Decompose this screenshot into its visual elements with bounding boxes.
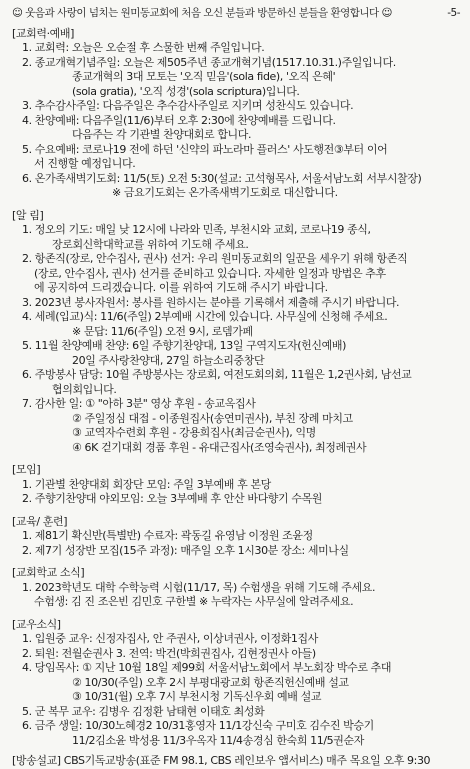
- section-1: [12, 209, 460, 456]
- page-header: [12, 6, 460, 21]
- bulletin-line: (장로, 안수집사, 권사) 선거를 준비하고 있습니다. 자세한 일정과 방법은 추후: [34, 266, 386, 280]
- bulletin-line: 1. 교회력: 오늘은 오순절 후 스물한 번째 주일입니다.: [22, 41, 265, 54]
- bulletin-line: 협의회입니다.: [52, 382, 117, 396]
- section-title: [교회력·예배]: [12, 26, 75, 40]
- bulletin-line: 2. 제7기 성장반 모집(15주 과정): 매주일 오후 1시30분 장소: 세미나실: [22, 543, 349, 557]
- bulletin-line: 4. 당임목사: ① 지난 10월 18일 제99회 서울서남노회에서 부노회장 박수로 추대: [22, 661, 392, 674]
- bulletin-line: (sola gratia), '오직 성경'(sola scriptura)입니다.: [72, 84, 300, 98]
- bulletin-line: ※ 금요기도회는 온가족새벽기도회로 대신합니다.: [112, 186, 338, 199]
- bulletin-line: 1. 2023학년도 대학 수학능력 시험(11/17, 목) 수험생을 위해 기도해 주세요.: [22, 580, 376, 594]
- welcome-text: ☺ 웃음과 사랑이 넘치는 원미동교회에 처음 오신 분들과 방문하신 분들을 환영합니다 ☺: [12, 7, 392, 19]
- bulletin-line: 4. 찬양예배: 다음주일(11/6)부터 오후 2:30에 찬양예배를 드립니다.: [22, 113, 336, 127]
- bulletin-line: ③ 10/31(월) 오후 7시 부천시청 기독신우회 예배 설교: [72, 690, 322, 703]
- bulletin-line: 종교개혁의 3대 모토는 '오직 믿음'(sola fide), '오직 은혜': [72, 70, 336, 83]
- bulletin-line: 6. 온가족새벽기도회: 11/5(토) 오전 5:30(설교: 고석형목사, 서울서남노회 서부시찰장): [22, 171, 422, 185]
- section-title: [교육/ 훈련]: [12, 514, 68, 528]
- bulletin-line: 서 진행할 예정입니다.: [34, 157, 136, 170]
- bulletin-line: 2. 퇴원: 전월순권사 3. 전역: 박건(박희권집사, 김현정권사 아들): [22, 646, 316, 660]
- broadcast-sermon-note: [방송설교] CBS기독교방송(표준 FM 98.1, CBS 레인보우 앱서비스) 매주 목요일 오후 9:30: [12, 754, 431, 767]
- page-number: -5-: [447, 7, 460, 19]
- section-4: [12, 566, 460, 610]
- bulletin-line: 5. 군 복무 교우: 김병우 김정환 남태현 이태호 최성화: [22, 704, 265, 718]
- bulletin-line: 1. 정오의 기도: 매일 낮 12시에 나라와 민족, 부천시와 교회, 코로나19 종식,: [22, 223, 371, 236]
- bulletin-line: 11/2김소윤 박성용 11/3우옥자 11/4송경심 한숙희 11/5권순자: [72, 733, 364, 747]
- bulletin-line: 5. 11월 찬양예배 찬양: 6일 주향기찬양대, 13일 구역지도자(헌신예배): [22, 339, 346, 352]
- bulletin-line: ② 10/30(주일) 오후 2시 부평대광교회 항존직헌신예배 설교: [72, 675, 349, 689]
- section-title: [모임]: [12, 463, 41, 476]
- bulletin-line: 장로회신학대학교를 위하여 기도해 주세요.: [52, 237, 249, 251]
- bulletin-line: ※ 문답: 11/6(주일) 오전 9시, 로뎀가페: [72, 324, 253, 338]
- bulletin-line: 6. 주방봉사 담당: 10월 주방봉사는 장로회, 여전도회의회, 11월은 1,2권사회, 남선교: [22, 368, 412, 381]
- section-2: [12, 463, 460, 507]
- bulletin-line: 1. 기관별 찬양대회 회장단 모임: 주일 3부예배 후 본당: [22, 477, 271, 491]
- bulletin-line: 6. 금주 생일: 10/30노혜경2 10/31홍영자 11/1강신숙 구미호 김수진 박승기: [22, 719, 374, 732]
- section-5: [12, 618, 460, 749]
- bulletin-line: 다음주는 각 기관별 찬양대회로 합니다.: [72, 128, 252, 141]
- bulletin-line: 1. 제81기 확신반(특별반) 수료자: 곽동길 유영남 이정원 조윤정: [22, 529, 313, 542]
- bulletin-line: 2. 주향기찬양대 야외모임: 오늘 3부예배 후 안산 바다향기 수목원: [22, 492, 323, 505]
- bulletin-line: 에 공지하여 드리겠습니다. 이를 위하여 기도해 주시기 바랍니다.: [34, 281, 328, 294]
- section-title: [교우소식]: [12, 617, 61, 631]
- section-3: [12, 515, 460, 559]
- section-title: [알 림]: [12, 208, 44, 222]
- bulletin-line: 수험생: 김 진 조은빈 김민호 구한별 ※ 누락자는 사무실에 알려주세요.: [34, 595, 354, 608]
- bulletin-line: 1. 입원중 교우: 신정자집사, 안 주권사, 이상녀권사, 이정화1집사: [22, 632, 318, 645]
- bulletin-line: 3. 2023년 봉사자원서: 봉사를 원하시는 분야를 기록해서 제출해 주시기 바랍니다.: [22, 295, 400, 309]
- bulletin-line: ② 주일정심 대접 - 이종원집사(송연미권사), 부친 장례 마치고: [72, 411, 353, 425]
- bulletin-line: 3. 추수감사주일: 다음주일은 추수감사주일로 지키며 성찬식도 있습니다.: [22, 99, 354, 112]
- bulletin-line: 2. 종교개혁기념주일: 오늘은 제505주년 종교개혁기념(1517.10.31.)주일입니다.: [22, 55, 396, 69]
- bulletin-content: [12, 27, 460, 749]
- bulletin-line: ④ 6K 걷기대회 경품 후원 - 유대근집사(조영숙권사), 최정례권사: [72, 440, 367, 454]
- section-0: [12, 27, 460, 201]
- bulletin-line: 20일 주사랑찬양대, 27일 하늘소리중창단: [72, 353, 265, 367]
- bulletin-line: 4. 세례(입교)식: 11/6(주일) 2부예배 시간에 있습니다. 사무실에 신청해 주세요.: [22, 310, 388, 323]
- bulletin-line: 2. 항존직(장로, 안수집사, 권사) 선거: 우리 원미동교회의 일꾼을 세우기 위해 항존직: [22, 252, 408, 265]
- bulletin-line: 7. 감사한 일: ① "아하 3분" 영상 후원 - 송교옥집사: [22, 397, 256, 410]
- bulletin-line: 5. 수요예배: 코로나19 전에 하던 '신약의 파노라마 플러스' 사도행전③부터 이어: [22, 142, 388, 156]
- bulletin-line: ③ 교역자수련회 후원 - 강용희집사(최금순권사), 익명: [72, 426, 316, 439]
- section-title: [교회학교 소식]: [12, 566, 85, 579]
